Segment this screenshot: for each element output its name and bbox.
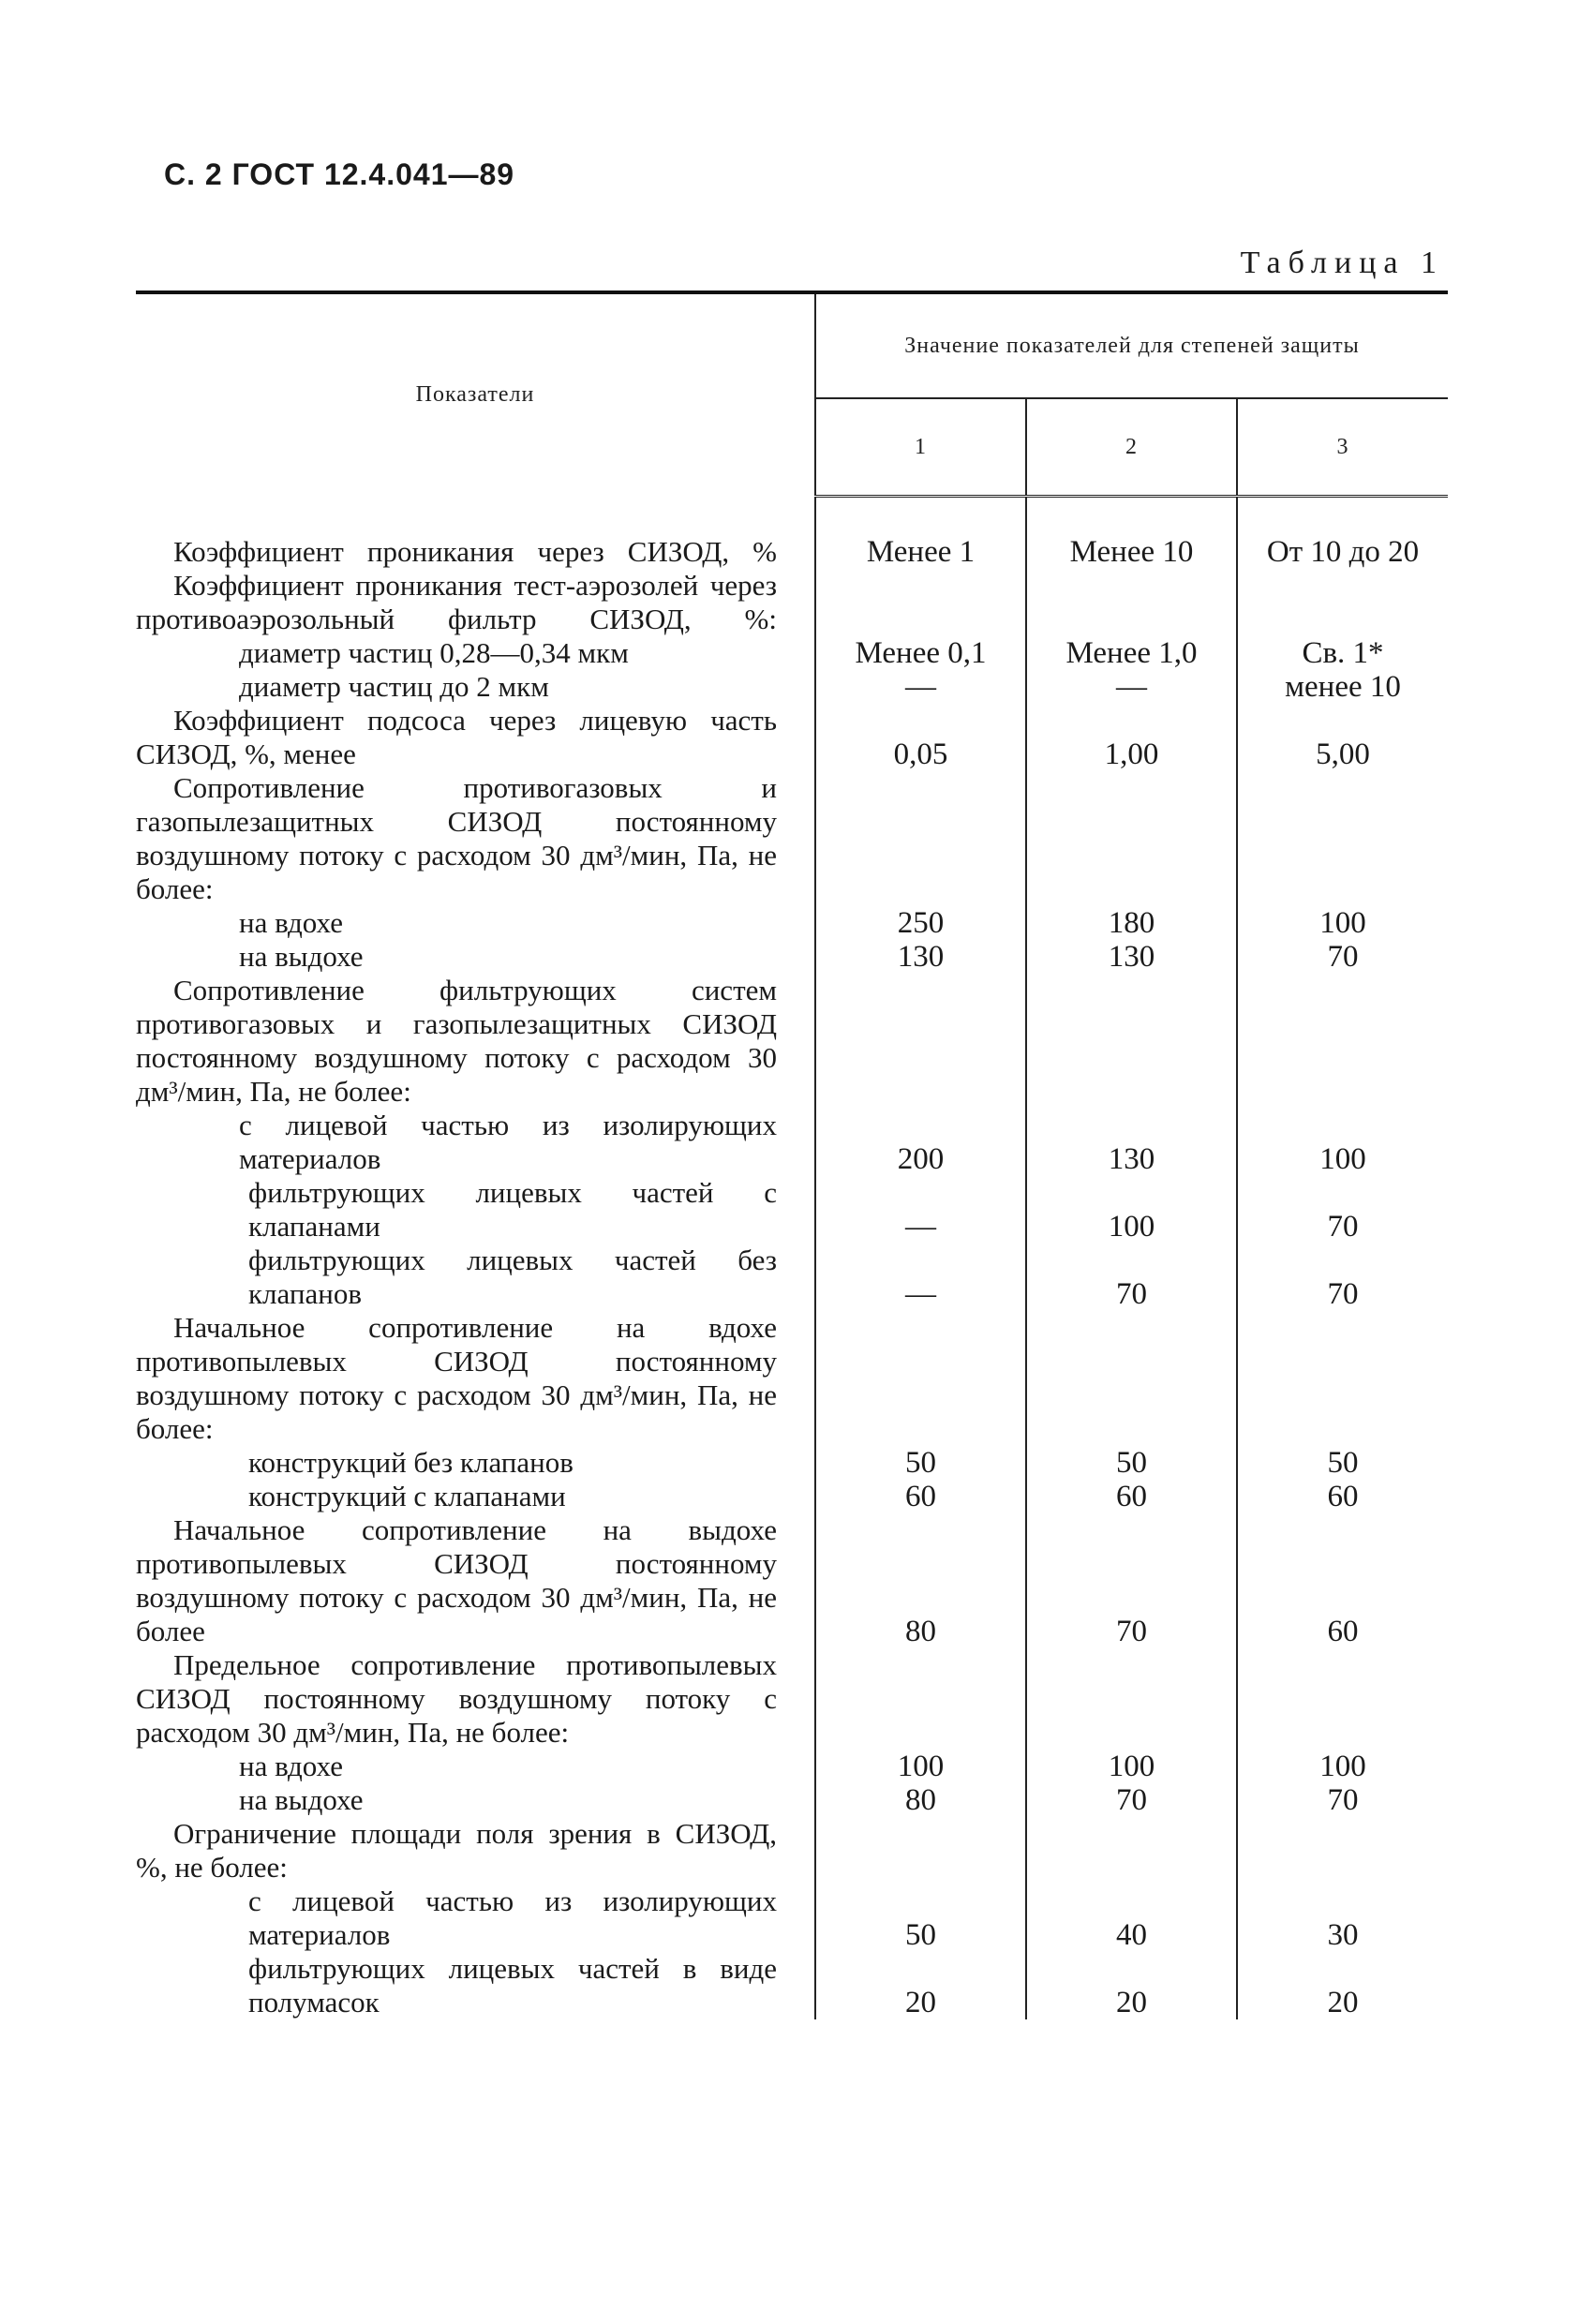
cell-degree-3 <box>1237 1648 1448 1750</box>
cell-degree-1 <box>815 1648 1026 1750</box>
cell-degree-3: 60 <box>1327 1480 1359 1513</box>
cell-degree-2 <box>1026 974 1237 1109</box>
table-row <box>136 1244 1448 1311</box>
table-container <box>136 290 1448 2019</box>
cell-degree-3: Св. 1* <box>1302 636 1384 670</box>
row-label: на вдохе <box>136 906 815 940</box>
cell-degree-1 <box>815 974 1026 1109</box>
table-row <box>136 1783 1448 1817</box>
table-row <box>136 771 1448 906</box>
cell-degree-3: 60 <box>1327 1615 1359 1648</box>
table-row <box>136 1176 1448 1244</box>
cell-degree-1: Менее 1 <box>815 497 1026 570</box>
cell-degree-2: 70 <box>1026 1513 1237 1648</box>
table-row <box>136 569 1448 636</box>
cell-degree-2: 100 <box>1026 1750 1237 1783</box>
table-row <box>136 704 1448 771</box>
cell-degree-1: 250 <box>815 906 1026 940</box>
row-label: с лицевой частью из изолирующих материалов <box>136 1885 815 1952</box>
cell-degree-2: 20 <box>1026 1952 1237 2019</box>
cell-degree-2 <box>1026 771 1237 906</box>
cell-degree-1: 200 <box>815 1109 1026 1176</box>
table-row <box>136 497 1448 570</box>
cell-degree-3 <box>1237 1311 1448 1446</box>
cell-degree-1: Менее 0,1 <box>815 636 1026 670</box>
cell-degree-3 <box>1237 1817 1448 1885</box>
cell-degree-3 <box>1237 569 1448 636</box>
row-label: Сопротивление противогазовых и газопылезащитных СИЗОД постоянному воздушному потоку с расходом 30 дм³/мин, Па, не более: <box>136 771 815 906</box>
table-row <box>136 1480 1448 1513</box>
row-label: фильтрующих лицевых частей с клапанами <box>136 1176 815 1244</box>
cell-degree-1: — <box>815 1176 1026 1244</box>
cell-degree-1: 60 <box>815 1480 1026 1513</box>
cell-degree-3: 70 <box>1327 940 1359 974</box>
table-row <box>136 1750 1448 1783</box>
cell-degree-2: 40 <box>1026 1885 1237 1952</box>
cell-degree-1: 0,05 <box>815 704 1026 771</box>
column-header-degree-1: 1 <box>815 398 1026 497</box>
row-label: диаметр частиц 0,28—0,34 мкм <box>136 636 815 670</box>
cell-degree-2: 1,00 <box>1026 704 1237 771</box>
cell-degree-1: 50 <box>815 1446 1026 1480</box>
row-label: Ограничение площади поля зрения в СИЗОД, %, не более: <box>136 1817 815 1885</box>
page-header: С. 2 ГОСТ 12.4.041—89 <box>164 157 515 191</box>
row-label: фильтрующих лицевых частей без клапанов <box>136 1244 815 1311</box>
row-label: на выдохе <box>136 940 815 974</box>
table-caption: Таблица 1 <box>1240 246 1444 280</box>
cell-degree-3: 30 <box>1327 1918 1359 1952</box>
cell-degree-3: От 10 до 20 <box>1266 535 1420 569</box>
cell-degree-3: менее 10 <box>1285 670 1401 704</box>
cell-degree-3: 100 <box>1319 1142 1366 1176</box>
table-row <box>136 1109 1448 1176</box>
row-label: Коэффициент проникания через СИЗОД, % <box>136 497 815 570</box>
cell-degree-2 <box>1026 1311 1237 1446</box>
cell-degree-3: 70 <box>1327 1277 1359 1311</box>
cell-degree-1: 80 <box>815 1513 1026 1648</box>
cell-degree-2: Менее 1,0 <box>1026 636 1237 670</box>
cell-degree-1: 100 <box>815 1750 1026 1783</box>
cell-degree-1: — <box>815 1244 1026 1311</box>
row-label: фильтрующих лицевых частей в виде полумасок <box>136 1952 815 2019</box>
cell-degree-2: 130 <box>1026 940 1237 974</box>
cell-degree-2: Менее 10 <box>1026 497 1237 570</box>
table-row <box>136 1311 1448 1446</box>
cell-degree-2 <box>1026 1817 1237 1885</box>
cell-degree-1: 80 <box>815 1783 1026 1817</box>
cell-degree-3: 70 <box>1327 1783 1359 1817</box>
cell-degree-1 <box>815 1311 1026 1446</box>
row-label: Коэффициент подсоса через лицевую часть СИЗОД, %, менее <box>136 704 815 771</box>
cell-degree-1 <box>815 1817 1026 1885</box>
cell-degree-2 <box>1026 1648 1237 1750</box>
column-header-degree-2: 2 <box>1026 398 1237 497</box>
cell-degree-2: 50 <box>1026 1446 1237 1480</box>
row-label: Сопротивление фильтрующих систем противогазовых и газопылезащитных СИЗОД постоянному воздушному потоку с расходом 30 дм³/мин, Па, не более: <box>136 974 815 1109</box>
row-label: Начальное сопротивление на выдохе противопылевых СИЗОД постоянному воздушному потоку с расходом 30 дм³/мин, Па, не более <box>136 1513 815 1648</box>
cell-degree-1: 20 <box>815 1952 1026 2019</box>
table-row <box>136 974 1448 1109</box>
cell-degree-3: 50 <box>1327 1446 1359 1480</box>
cell-degree-2: 70 <box>1026 1244 1237 1311</box>
cell-degree-3: 100 <box>1319 1750 1366 1783</box>
cell-degree-2 <box>1026 569 1237 636</box>
cell-degree-3: 100 <box>1319 906 1366 940</box>
table-row <box>136 1513 1448 1648</box>
row-label: диаметр частиц до 2 мкм <box>136 670 815 704</box>
table-row <box>136 940 1448 974</box>
row-label: Начальное сопротивление на вдохе противопылевых СИЗОД постоянному воздушному потоку с расходом 30 дм³/мин, Па, не более: <box>136 1311 815 1446</box>
cell-degree-3: 5,00 <box>1316 737 1370 771</box>
cell-degree-3: 20 <box>1327 1986 1359 2019</box>
table-row <box>136 1446 1448 1480</box>
column-header-degree-3: 3 <box>1237 398 1448 497</box>
cell-degree-1 <box>815 569 1026 636</box>
cell-degree-3 <box>1237 771 1448 906</box>
row-label: конструкций без клапанов <box>136 1446 815 1480</box>
cell-degree-1: 130 <box>815 940 1026 974</box>
indicators-table <box>136 290 1448 2019</box>
column-header-group: Значение показателей для степеней защиты <box>815 292 1448 398</box>
table-row <box>136 636 1448 670</box>
row-label: Коэффициент проникания тест-аэрозолей через противоаэрозольный фильтр СИЗОД, %: <box>136 569 815 636</box>
table-row <box>136 1885 1448 1952</box>
column-header-indicators: Показатели <box>136 292 815 497</box>
table-row <box>136 906 1448 940</box>
cell-degree-1 <box>815 771 1026 906</box>
table-row <box>136 1648 1448 1750</box>
cell-degree-2: — <box>1026 670 1237 704</box>
row-label: Предельное сопротивление противопылевых СИЗОД постоянному воздушному потоку с расходом 30 дм³/мин, Па, не более: <box>136 1648 815 1750</box>
row-label: с лицевой частью из изолирующих материалов <box>136 1109 815 1176</box>
cell-degree-1: 50 <box>815 1885 1026 1952</box>
cell-degree-3 <box>1237 974 1448 1109</box>
cell-degree-2: 130 <box>1026 1109 1237 1176</box>
table-row <box>136 1952 1448 2019</box>
cell-degree-1: — <box>815 670 1026 704</box>
row-label: конструкций с клапанами <box>136 1480 815 1513</box>
row-label: на выдохе <box>136 1783 815 1817</box>
cell-degree-2: 60 <box>1026 1480 1237 1513</box>
row-label: на вдохе <box>136 1750 815 1783</box>
cell-degree-2: 70 <box>1026 1783 1237 1817</box>
cell-degree-3: 70 <box>1327 1210 1359 1244</box>
table-row <box>136 670 1448 704</box>
cell-degree-2: 180 <box>1026 906 1237 940</box>
cell-degree-2: 100 <box>1026 1176 1237 1244</box>
table-row <box>136 1817 1448 1885</box>
